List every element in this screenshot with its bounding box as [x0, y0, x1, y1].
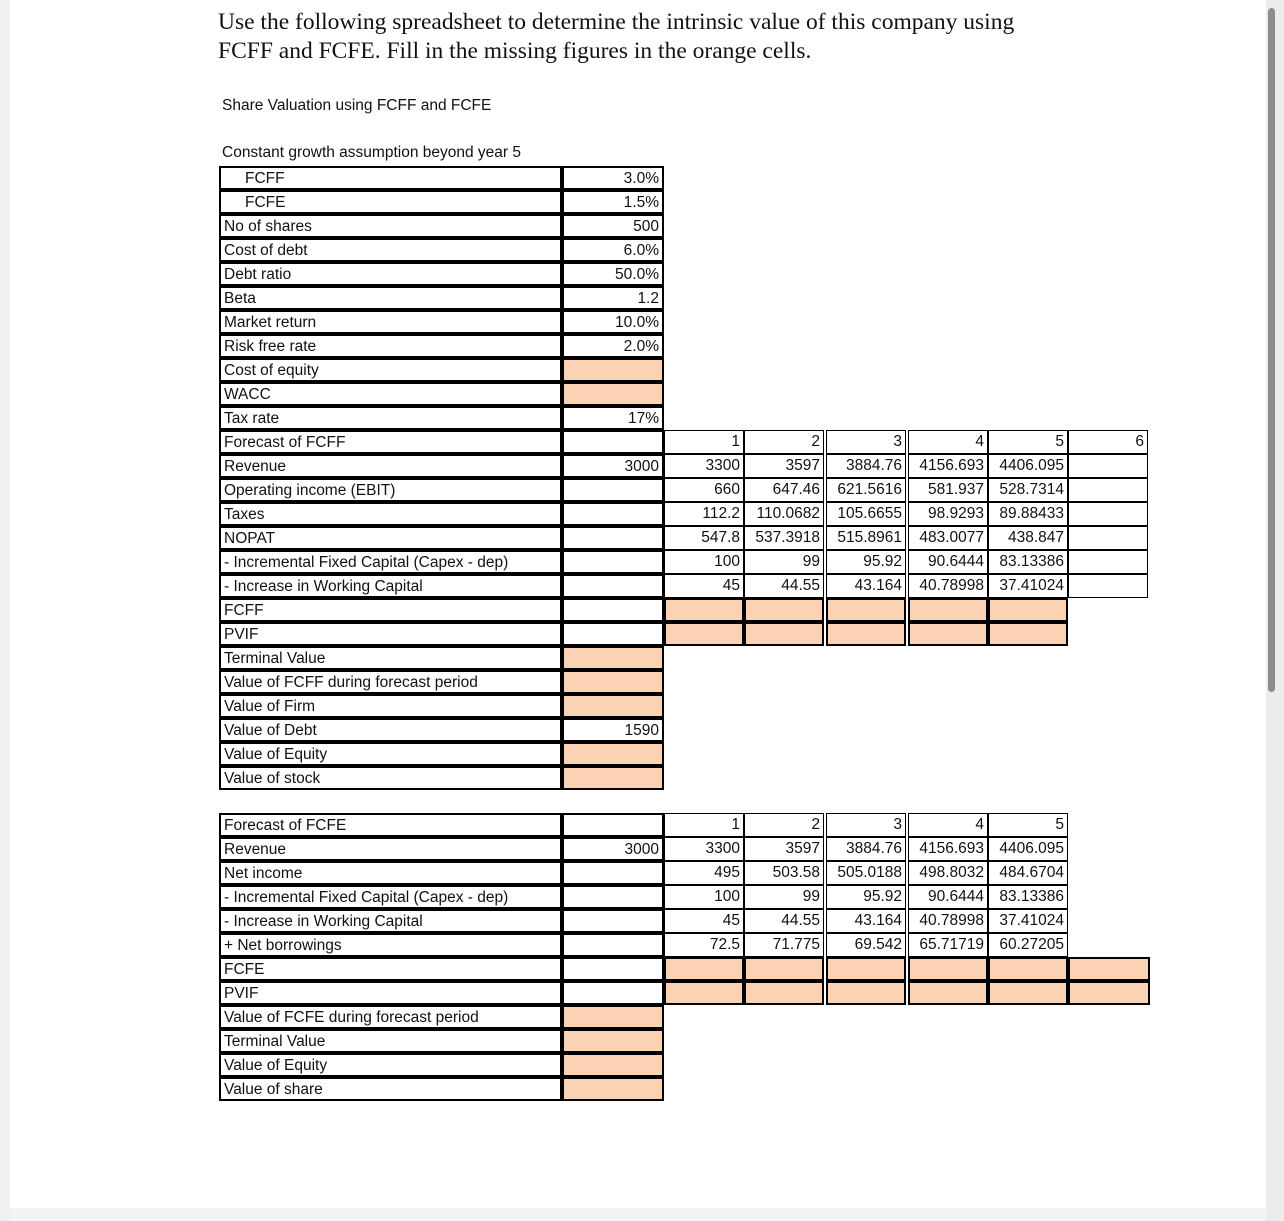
forecast-value-cell: 90.6444	[908, 550, 988, 574]
forecast-value-cell: 105.6655	[826, 502, 906, 526]
input-cell-orange[interactable]	[664, 981, 744, 1005]
forecast-value-cell: 60.27205	[988, 933, 1068, 957]
input-cell-orange[interactable]	[826, 957, 906, 981]
fcfe-summary-label: Value of FCFE during forecast period	[219, 1005, 562, 1029]
input-cell-orange[interactable]	[908, 981, 988, 1005]
fcfe-calc-row-label: PVIF	[219, 981, 562, 1005]
assumption-value: 2.0%	[562, 334, 664, 358]
scrollbar-thumb[interactable]	[1268, 8, 1275, 692]
forecast-value-cell: 498.8032	[908, 861, 988, 885]
year-header-cell: 2	[744, 430, 824, 454]
forecast-value-cell: 72.5	[664, 933, 744, 957]
input-cell-orange[interactable]	[744, 957, 824, 981]
input-cell-orange[interactable]	[562, 646, 664, 670]
input-cell-orange[interactable]	[1068, 981, 1150, 1005]
forecast-value-cell: 71.775	[744, 933, 824, 957]
forecast-value-cell	[1068, 574, 1148, 598]
base-value-cell	[562, 622, 664, 646]
input-cell-orange[interactable]	[562, 382, 664, 406]
base-value-cell	[562, 957, 664, 981]
forecast-value-cell: 621.5616	[826, 478, 906, 502]
year-header-cell: 4	[908, 813, 988, 837]
forecast-value-cell: 45	[664, 909, 744, 933]
forecast-value-cell: 89.88433	[988, 502, 1068, 526]
assumption-value: 500	[562, 214, 664, 238]
forecast-value-cell: 3884.76	[826, 837, 906, 861]
forecast-value-cell: 495	[664, 861, 744, 885]
forecast-value-cell: 647.46	[744, 478, 824, 502]
summary-value: 1590	[562, 718, 664, 742]
base-value-cell	[562, 574, 664, 598]
forecast-value-cell: 4156.693	[908, 454, 988, 478]
fcfe-forecast-label: Forecast of FCFE	[219, 813, 562, 837]
year-header-cell: 1	[664, 430, 744, 454]
assumption-value: 50.0%	[562, 262, 664, 286]
forecast-value-cell: 4156.693	[908, 837, 988, 861]
year-header-cell: 3	[826, 813, 906, 837]
year-header-cell: 6	[1068, 430, 1148, 454]
input-cell-orange[interactable]	[826, 622, 906, 646]
year-header-cell: 1	[664, 813, 744, 837]
forecast-value-cell: 660	[664, 478, 744, 502]
forecast-value-cell: 547.8	[664, 526, 744, 550]
forecast-value-cell: 90.6444	[908, 885, 988, 909]
page-bottom-margin	[10, 1208, 1266, 1221]
assumption-label: Cost of debt	[219, 238, 562, 262]
forecast-value-cell: 112.2	[664, 502, 744, 526]
fcff-summary-label: Value of Debt	[219, 718, 562, 742]
forecast-value-cell: 100	[664, 885, 744, 909]
fcff-calc-row-label: PVIF	[219, 622, 562, 646]
forecast-value-cell	[1068, 526, 1148, 550]
forecast-value-cell	[1068, 502, 1148, 526]
forecast-value-cell: 505.0188	[826, 861, 906, 885]
base-value-cell: 3000	[562, 454, 664, 478]
forecast-value-cell: 40.78998	[908, 574, 988, 598]
instruction-line-1: Use the following spreadsheet to determine the intrinsic value of this company using	[218, 9, 1015, 35]
assumption-label: Debt ratio	[219, 262, 562, 286]
assumption-value: 6.0%	[562, 238, 664, 262]
base-value-cell	[562, 598, 664, 622]
base-value-cell	[562, 526, 664, 550]
instruction-text	[218, 8, 1218, 66]
fcff-forecast-label: Forecast of FCFF	[219, 430, 562, 454]
fcfe-row-label: Revenue	[219, 837, 562, 861]
assumptions-header: Constant growth assumption beyond year 5	[222, 144, 521, 161]
year-header-cell: 3	[826, 430, 906, 454]
forecast-value-cell: 528.7314	[988, 478, 1068, 502]
fcff-summary-label: Terminal Value	[219, 646, 562, 670]
forecast-value-cell: 83.13386	[988, 885, 1068, 909]
base-value-cell	[562, 861, 664, 885]
input-cell-orange[interactable]	[988, 622, 1068, 646]
forecast-value-cell: 503.58	[744, 861, 824, 885]
input-cell-orange[interactable]	[908, 622, 988, 646]
page-margin-left	[0, 0, 10, 1221]
forecast-value-cell: 99	[744, 550, 824, 574]
base-value-cell: 3000	[562, 837, 664, 861]
input-cell-orange[interactable]	[562, 670, 664, 694]
input-cell-orange[interactable]	[826, 981, 906, 1005]
fcff-row-label: - Incremental Fixed Capital (Capex - dep)	[219, 550, 562, 574]
forecast-value-cell: 44.55	[744, 574, 824, 598]
fcfe-calc-row-label: FCFE	[219, 957, 562, 981]
forecast-value-cell: 99	[744, 885, 824, 909]
forecast-value-cell: 69.542	[826, 933, 906, 957]
fcff-row-label: Taxes	[219, 502, 562, 526]
assumption-value: 1.5%	[562, 190, 664, 214]
input-cell-orange[interactable]	[744, 622, 824, 646]
input-cell-orange[interactable]	[562, 358, 664, 382]
forecast-value-cell: 3300	[664, 454, 744, 478]
assumption-label: FCFE	[219, 190, 562, 214]
assumption-label: WACC	[219, 382, 562, 406]
forecast-value-cell: 100	[664, 550, 744, 574]
forecast-value-cell: 4406.095	[988, 454, 1068, 478]
forecast-value-cell: 43.164	[826, 574, 906, 598]
base-year-cell	[562, 813, 664, 837]
forecast-value-cell: 4406.095	[988, 837, 1068, 861]
fcff-summary-label: Value of Equity	[219, 742, 562, 766]
base-year-cell	[562, 430, 664, 454]
forecast-value-cell: 45	[664, 574, 744, 598]
sheet-title: Share Valuation using FCFF and FCFE	[222, 97, 492, 114]
input-cell-orange[interactable]	[988, 598, 1068, 622]
input-cell-orange[interactable]	[988, 981, 1068, 1005]
input-cell-orange[interactable]	[664, 957, 744, 981]
input-cell-orange[interactable]	[562, 1005, 664, 1029]
forecast-value-cell	[1068, 454, 1148, 478]
forecast-value-cell: 43.164	[826, 909, 906, 933]
forecast-value-cell: 537.3918	[744, 526, 824, 550]
fcfe-summary-label: Value of Equity	[219, 1053, 562, 1077]
forecast-value-cell: 37.41024	[988, 909, 1068, 933]
base-value-cell	[562, 502, 664, 526]
forecast-value-cell: 83.13386	[988, 550, 1068, 574]
assumption-value: 10.0%	[562, 310, 664, 334]
base-value-cell	[562, 478, 664, 502]
assumption-label: Cost of equity	[219, 358, 562, 382]
base-value-cell	[562, 909, 664, 933]
forecast-value-cell: 3884.76	[826, 454, 906, 478]
forecast-value-cell	[1068, 478, 1148, 502]
input-cell-orange[interactable]	[988, 957, 1068, 981]
assumption-label: Tax rate	[219, 406, 562, 430]
forecast-value-cell: 483.0077	[908, 526, 988, 550]
forecast-value-cell: 98.9293	[908, 502, 988, 526]
year-header-cell: 4	[908, 430, 988, 454]
instruction-line-2: FCFF and FCFE. Fill in the missing figures in the orange cells.	[218, 38, 812, 64]
fcfe-row-label: - Increase in Working Capital	[219, 909, 562, 933]
fcff-calc-row-label: FCFF	[219, 598, 562, 622]
input-cell-orange[interactable]	[826, 598, 906, 622]
fcff-summary-label: Value of Firm	[219, 694, 562, 718]
fcfe-row-label: Net income	[219, 861, 562, 885]
forecast-value-cell: 581.937	[908, 478, 988, 502]
base-value-cell	[562, 981, 664, 1005]
input-cell-orange[interactable]	[562, 742, 664, 766]
forecast-value-cell: 515.8961	[826, 526, 906, 550]
fcff-row-label: - Increase in Working Capital	[219, 574, 562, 598]
fcfe-row-label: + Net borrowings	[219, 933, 562, 957]
year-header-cell: 5	[988, 813, 1068, 837]
assumption-value: 1.2	[562, 286, 664, 310]
forecast-value-cell: 3300	[664, 837, 744, 861]
forecast-value-cell	[1068, 550, 1148, 574]
input-cell-orange[interactable]	[1068, 957, 1150, 981]
input-cell-orange[interactable]	[562, 766, 664, 790]
input-cell-orange[interactable]	[562, 694, 664, 718]
input-cell-orange[interactable]	[664, 622, 744, 646]
base-value-cell	[562, 550, 664, 574]
fcff-row-label: Operating income (EBIT)	[219, 478, 562, 502]
forecast-value-cell: 44.55	[744, 909, 824, 933]
forecast-value-cell: 65.71719	[908, 933, 988, 957]
input-cell-orange[interactable]	[744, 598, 824, 622]
input-cell-orange[interactable]	[908, 598, 988, 622]
assumption-label: No of shares	[219, 214, 562, 238]
input-cell-orange[interactable]	[744, 981, 824, 1005]
forecast-value-cell: 438.847	[988, 526, 1068, 550]
assumption-value: 17%	[562, 406, 664, 430]
fcff-summary-label: Value of stock	[219, 766, 562, 790]
input-cell-orange[interactable]	[664, 598, 744, 622]
forecast-value-cell: 110.0682	[744, 502, 824, 526]
input-cell-orange[interactable]	[562, 1077, 664, 1101]
forecast-value-cell: 37.41024	[988, 574, 1068, 598]
forecast-value-cell: 3597	[744, 837, 824, 861]
fcfe-row-label: - Incremental Fixed Capital (Capex - dep)	[219, 885, 562, 909]
fcff-summary-label: Value of FCFF during forecast period	[219, 670, 562, 694]
input-cell-orange[interactable]	[908, 957, 988, 981]
input-cell-orange[interactable]	[562, 1053, 664, 1077]
assumption-label: FCFF	[219, 166, 562, 190]
forecast-value-cell: 95.92	[826, 550, 906, 574]
assumption-label: Market return	[219, 310, 562, 334]
assumption-label: Risk free rate	[219, 334, 562, 358]
year-header-cell: 5	[988, 430, 1068, 454]
assumption-value: 3.0%	[562, 166, 664, 190]
fcfe-summary-label: Terminal Value	[219, 1029, 562, 1053]
forecast-value-cell: 3597	[744, 454, 824, 478]
fcfe-summary-label: Value of share	[219, 1077, 562, 1101]
input-cell-orange[interactable]	[562, 1029, 664, 1053]
forecast-value-cell: 95.92	[826, 885, 906, 909]
fcff-row-label: NOPAT	[219, 526, 562, 550]
base-value-cell	[562, 933, 664, 957]
forecast-value-cell: 484.6704	[988, 861, 1068, 885]
fcff-row-label: Revenue	[219, 454, 562, 478]
assumption-label: Beta	[219, 286, 562, 310]
year-header-cell: 2	[744, 813, 824, 837]
forecast-value-cell: 40.78998	[908, 909, 988, 933]
base-value-cell	[562, 885, 664, 909]
